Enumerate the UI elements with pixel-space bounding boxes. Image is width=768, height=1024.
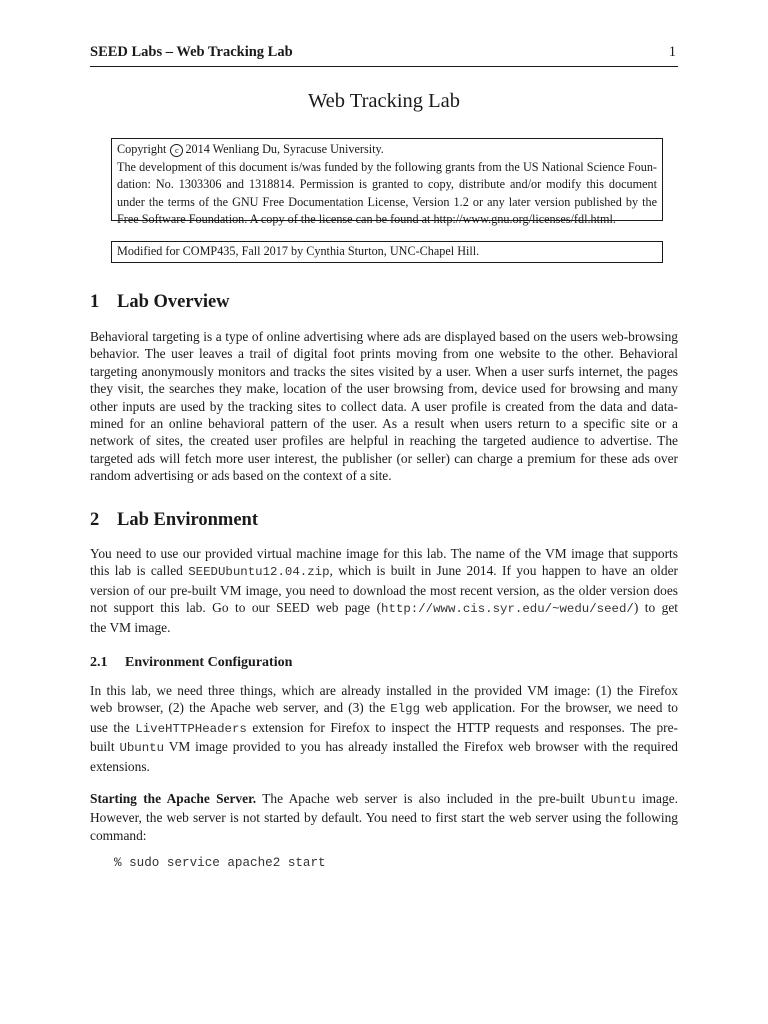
ubuntu-code: Ubuntu: [590, 793, 636, 807]
text-run: VM image provided to you has already installed the Firefox web browser with the required: [164, 739, 678, 755]
text-run: image.: [635, 791, 678, 806]
section-number: 2: [90, 510, 100, 530]
paragraph-line: [90, 699, 678, 718]
section-number: 1: [90, 292, 100, 312]
paragraph-line: You need to use our provided virtual machine image for this lab. The name of the VM image that supports: [90, 546, 678, 561]
paragraph-line: command:: [90, 827, 147, 843]
subsection-number: 2.1: [90, 655, 108, 670]
paragraph-line: they visit, the searches they make, location of the user browsing from, device used for browsing and many: [90, 381, 678, 397]
paragraph-line: mined for an online behavioral pattern of the user. As a result when users return to a specific site or a: [90, 416, 678, 432]
ubuntu-code: Ubuntu: [119, 741, 165, 756]
paragraph-line: [90, 562, 678, 581]
copyright-label: Copyright: [117, 142, 167, 156]
copyright-holder: 2014 Wenliang Du, Syracuse University.: [185, 142, 384, 156]
paragraph-line: targeted ads will fetch more user interest, the publisher (or seller) can charge a premium for these ads over: [90, 450, 678, 466]
text-run: not support this lab. Go to our SEED web page (: [90, 600, 382, 616]
paragraph-line: [90, 719, 678, 738]
text-run: extension for Firefox to inspect the HTTP requests and responses. The pre-: [246, 719, 679, 735]
paragraph-line: However, the web server is not started by default. You need to first start the web server using the following: [90, 810, 678, 826]
vm-image-filename: SEEDUbuntu12.04.zip: [188, 565, 330, 580]
document-title: Web Tracking Lab: [307, 90, 461, 112]
page-number: 1: [668, 44, 676, 60]
copyright-text-line: dation: No. 1303306 and 1318814. Permission is granted to copy, distribute and/or modify this document: [117, 177, 657, 191]
text-run: this lab is called: [90, 563, 189, 579]
copyright-box: [111, 138, 663, 226]
text-run: web browser, (2) the Apache web server, and (3) the: [90, 700, 391, 716]
modified-box: Modified for COMP435, Fall 2017 by Cynthia Sturton, UNC-Chapel Hill.: [111, 241, 663, 263]
livehttpheaders-code: LiveHTTPHeaders: [135, 721, 247, 736]
paragraph-line: the VM image.: [90, 619, 171, 635]
apache-server-paragraph: [90, 790, 678, 844]
running-title: SEED Labs – Web Tracking Lab: [90, 44, 293, 60]
paragraph-line: Behavioral targeting is a type of online advertising where ads are displayed based on the users web-browsing: [90, 329, 678, 344]
section-heading-lab-environment: [90, 510, 258, 531]
text-run: The Apache web server is also included in the pre-built: [256, 791, 591, 806]
paragraph-line: extensions.: [90, 758, 150, 774]
text-run: built: [90, 739, 120, 755]
text-run: ) to get: [633, 600, 679, 616]
paragraph-line: version of our pre-built VM image, you need to download the most recent version, as the older version does: [90, 582, 678, 598]
lab-environment-paragraph: [90, 545, 678, 636]
copyright-text-line: Free Software Foundation. A copy of the license can be found at http://www.gnu.org/licenses/fdl.html.: [117, 212, 616, 226]
paragraph-line: network of sites, the created user profiles are helpful in reaching the targeted audience to advertise. The: [90, 433, 678, 449]
elgg-code: Elgg: [390, 702, 421, 717]
section-heading-lab-overview: [90, 292, 230, 313]
paragraph-line: In this lab, we need three things, which are already installed in the provided VM image: (1) the Firefox: [90, 683, 678, 698]
paragraph-line: random advertising or ads based on the context of a site.: [90, 468, 392, 484]
paragraph-line: targeting anonymously monitors and tracks the sites visited by a user. When a user surfs internet, the pages: [90, 363, 678, 379]
paragraph-line: [90, 790, 678, 809]
copyright-text-line: The development of this document is/was funded by the following grants from the US National Science Foun-: [117, 159, 657, 174]
lab-overview-paragraph: [90, 328, 678, 485]
subsection-title: Environment Configuration: [125, 655, 293, 670]
running-header: [90, 44, 678, 67]
paragraph-line: [90, 599, 678, 618]
runin-heading: Starting the Apache Server.: [90, 791, 257, 806]
subsection-heading-environment-configuration: [90, 655, 292, 671]
section-title: Lab Overview: [117, 292, 230, 312]
environment-configuration-paragraph: [90, 682, 678, 775]
text-run: , which is built in June 2014. If you happen to have an older: [329, 563, 679, 579]
section-title: Lab Environment: [117, 510, 259, 530]
copyright-text-line: under the terms of the GNU Free Documentation License, Version 1.2 or any later version published by the: [117, 194, 657, 209]
paragraph-line: other inputs are used by the tracking sites to collect data. A user profile is created from the data and data-: [90, 398, 678, 414]
paragraph-line: [90, 738, 678, 757]
seed-web-url: http://www.cis.syr.edu/~wedu/seed/: [381, 602, 634, 617]
paragraph-line: behavior. The user leaves a trail of digital foot prints moving from one website to the other. Behavioral: [90, 346, 678, 362]
command-line: % sudo service apache2 start: [114, 856, 326, 870]
text-run: use the: [90, 719, 136, 735]
copyright-symbol: c: [170, 144, 183, 157]
text-run: web application. For the browser, we need to: [420, 700, 678, 716]
copyright-line: [117, 141, 657, 159]
